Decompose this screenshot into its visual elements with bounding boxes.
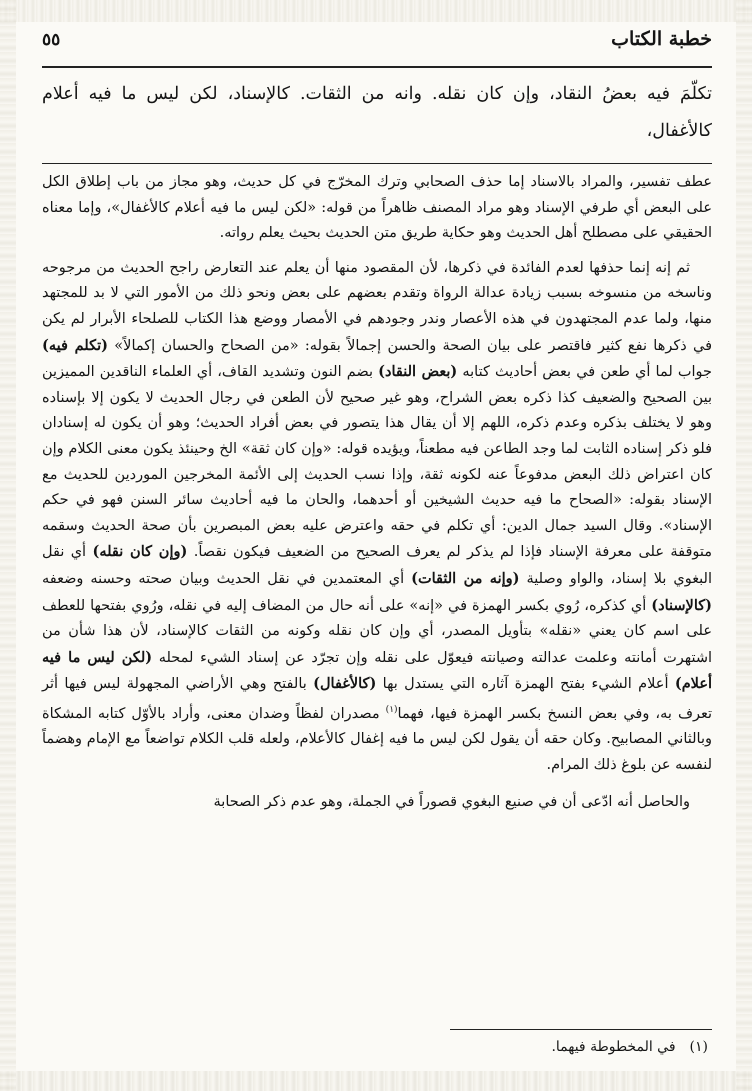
commentary-text: بضم النون وتشديد القاف، أي العلماء الناقدين المميزين بين الصحيح والضعيف كذا ذكره بعض الشراح، وهو غير صحيح لأن الطعن في رجال الحديث لا يكون إلا بإسناده وهو لا يختلف بذكره وعدم ذكره، اللهم إلا أن يقال هذا يتصور في بعض أفراد الحديث؛ وهو أن يكون له إسنادان فلو ذكر إسناده الثابت لما وجد الطاعن فيه مطعناً، ويؤيده قوله: «وإن كان ثقة» الخ وحينئذ يكون معنى الكلام وإن كان اعتراض ذلك البعض مدفوعاً عنه لكونه ثقة، وإذا نسب الحديث إلى الأئمة المخرجين الموردين للحديث مع الإسناد بقوله: «الصحاح ما فيه حديث الشيخين أو أحدهما، والحان ما فيه أحاديث سائر السنن فهو في حكم الإسناد». وقال السيد جمال الدين: أي تكلم في حقه واعترض عليه بعض المبصرين بأن صحة الحديث وسقمه متوقفة على معرفة الإسناد فإذا لم يذكر لم يعرف الصحيح من الضعيف فيكون نقصاً.: [42, 364, 713, 561]
quoted-phrase: (كالإسناد): [651, 596, 713, 614]
commentary-text: بالفتح وهي الأراضي المجهولة ليس فيها أثر تعرف به، وفي بعض النسخ بكسر الهمزة فيها، فهما: [42, 676, 713, 722]
page-number: ٥٥: [42, 30, 61, 50]
footnote: [551, 1039, 708, 1055]
commentary: [42, 170, 712, 816]
commentary-text: أي المعتمدين في نقل الحديث وبيان صحته وحسنه وضعفه: [42, 570, 405, 587]
quoted-phrase: (كالأغفال): [313, 675, 377, 693]
quoted-phrase: (بعض النقاد): [378, 363, 458, 381]
page-header: [42, 26, 712, 66]
commentary-text: مصدران لفظاً وضدان معنى، وأراد بالأوّل كتابه المشكاة وبالثاني المصابيح. وكان حقه أن يقول لكن ليس ما فيه إغفال كالأعلام، ولعله قلب الكلام تواضعاً مع الإمام وهضماً لنفسه عن بلوغ ذلك المرام.: [42, 705, 712, 773]
page-edge-right: [736, 0, 752, 1091]
main-text-paragraph: تكلّمَ فيه بعضُ النقاد، وإن كان نقله. وانه من الثقات. كالإسناد، لكن ليس ما فيه أعلام كالأغفال،: [42, 84, 712, 141]
commentary-paragraph-3: والحاصل أنه ادّعى أن في صنيع البغوي قصوراً في الجملة، وهو عدم ذكر الصحابة: [213, 794, 690, 811]
quoted-phrase: (وإنه من الثقات): [411, 569, 520, 587]
commentary-text: أعلام الشيء بفتح الهمزة آثاره التي يستدل بها: [382, 676, 669, 693]
section-divider: [42, 163, 712, 164]
commentary-paragraph-1: عطف تفسير، والمراد بالاسناد إما حذف الصحابي وترك المخرّج في كل حديث، وهو مجاز من باب إطلاق الكل على البعض أي طرفي الإسناد وهو مراد المصنف ظاهراً من قوله: «لكن ليس ما فيه أعلام كالأغفال»، وإما معناه الحقيقي على مصطلح أهل الحديث وهو حكاية طريق متن الحديث بحيث يعلم رواته.: [42, 174, 712, 242]
page-edge-bottom: [0, 1071, 752, 1091]
footnote-text: في المخطوطة فيهما.: [551, 1039, 676, 1055]
footnote-marker[interactable]: (١): [385, 704, 398, 715]
running-title: خطبة الكتاب: [611, 28, 712, 50]
quoted-phrase: (تكلم فيه): [42, 336, 109, 354]
footnote-rule: [450, 1029, 712, 1030]
page-edge-left: [0, 0, 16, 1091]
footnote-number: (١): [689, 1039, 708, 1055]
commentary-text: أي كذكره، رُوي بكسر الهمزة في «إنه» على أنه حال من المضاف إليه في نقله، ورُوي بفتحها للعطف على اسم كان يعني «نقله» بتأويل المصدر، أي وإن كان نقله وكونه من الثقات كالإسناد، لأن هذا شأن من اشتهرت أمانته وعلمت عدالته وصيانته فيعوّل على نقله وإن تجرّد عن إسناد الشيء لمحله: [42, 597, 712, 666]
header-rule: [42, 66, 712, 68]
page-edge-top: [0, 0, 752, 22]
main-text: [42, 76, 712, 150]
commentary-text: ثم إنه إنما حذفها لعدم الفائدة في ذكرها، لأن المقصود منها أن يعلم عند التعارض راجح الحديث من مرجوحه وناسخه من منسوخه بسبب زيادة عدالة الرواة وتقدم بعضهم على بعض ونحو ذلك من الأمور التي لا بد للمجتهد منها، ولما عدم المجتهدون في هذه الأعصار وندر وجودهم في الأمصار ووضع هذا الكتاب للصلحاء الأبرار لم يكن في ذكرها نفع كثير فاقتصر على بيان الصحة والحسن إجمالاً بقوله: «من الصحاح والحسان إكمالاً»: [42, 259, 713, 354]
commentary-paragraph-2: [42, 256, 712, 779]
commentary-text: جواب لما أي طعن في بعض أحاديث كتابه: [462, 364, 713, 381]
quoted-phrase: (لكن ليس ما فيه أعلام): [42, 648, 713, 693]
commentary-text: أي نقل البغوي بلا إسناد، والواو وصلية: [42, 544, 713, 587]
quoted-phrase: (وإن كان نقله): [92, 543, 188, 561]
